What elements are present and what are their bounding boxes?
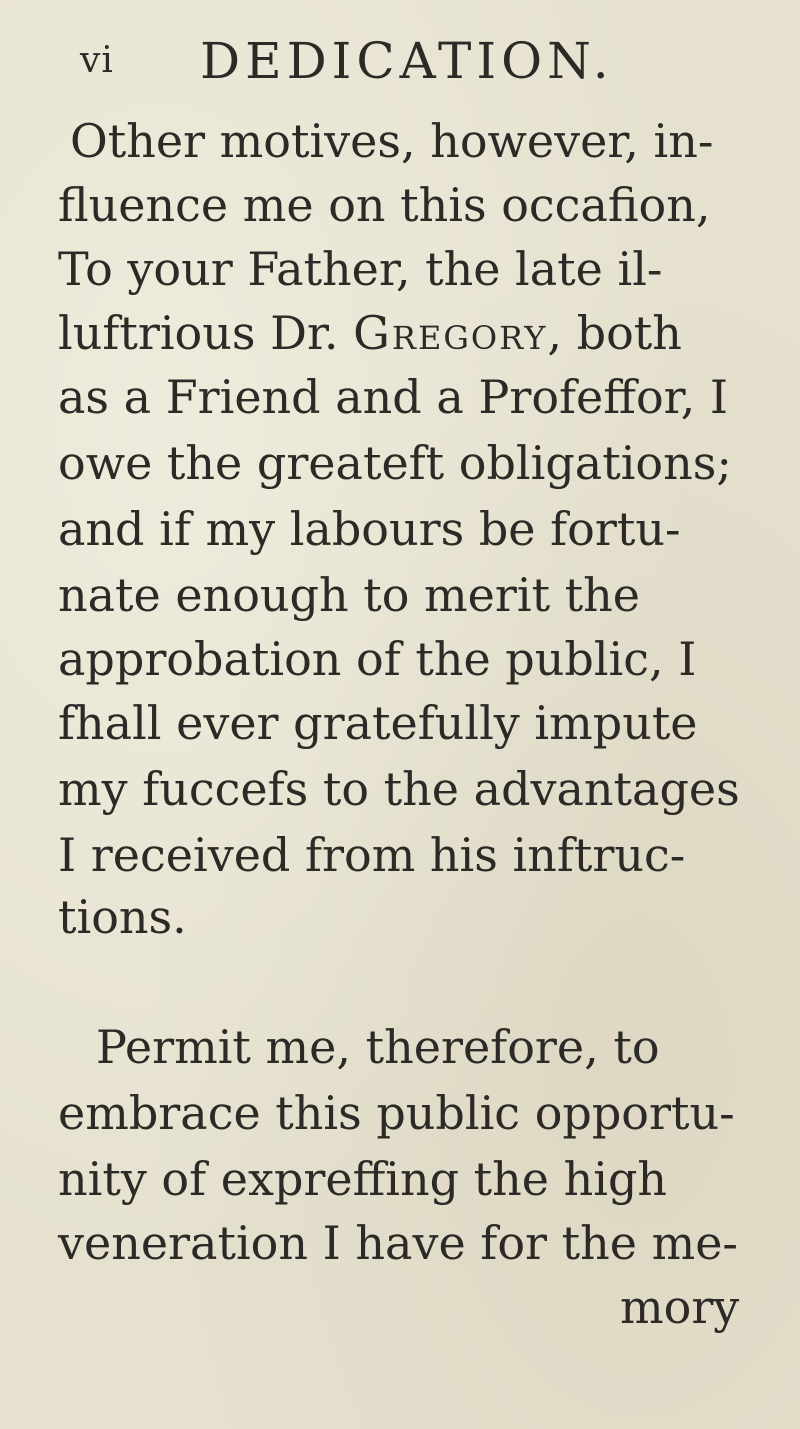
- text-line: embrace this public opportu-: [58, 1086, 735, 1140]
- text-line: Permit me, therefore, to: [96, 1020, 660, 1074]
- text-line: owe the greateft obligations;: [58, 436, 732, 490]
- text-line: To your Father, the late il-: [58, 242, 663, 296]
- text-line: veneration I have for the me-: [58, 1216, 738, 1270]
- text-run: , both: [547, 306, 682, 360]
- text-line: fluence me on this occafion,: [58, 178, 711, 232]
- text-run: luftrious Dr.: [58, 306, 354, 360]
- catchword: mory: [620, 1280, 740, 1334]
- text-line: my fuccefs to the advantages: [58, 762, 740, 816]
- text-line: Other motives, however, in-: [70, 114, 714, 168]
- text-line: approbation of the public, I: [58, 632, 697, 686]
- text-line: I received from his inftruc-: [58, 828, 686, 882]
- page-heading: DEDICATION.: [200, 32, 614, 90]
- text-line: nity of expreffing the high: [58, 1152, 668, 1206]
- text-line: fhall ever gratefully impute: [58, 696, 698, 750]
- text-line: and if my labours be fortu-: [58, 502, 681, 556]
- person-name: Gregory: [353, 306, 548, 360]
- text-line: nate enough to merit the: [58, 568, 641, 622]
- text-line: as a Friend and a Profeffor, I: [58, 370, 729, 424]
- text-line: tions.: [58, 890, 187, 944]
- text-line: [58, 306, 682, 360]
- page-number: vi: [80, 40, 114, 81]
- running-head: [70, 28, 770, 88]
